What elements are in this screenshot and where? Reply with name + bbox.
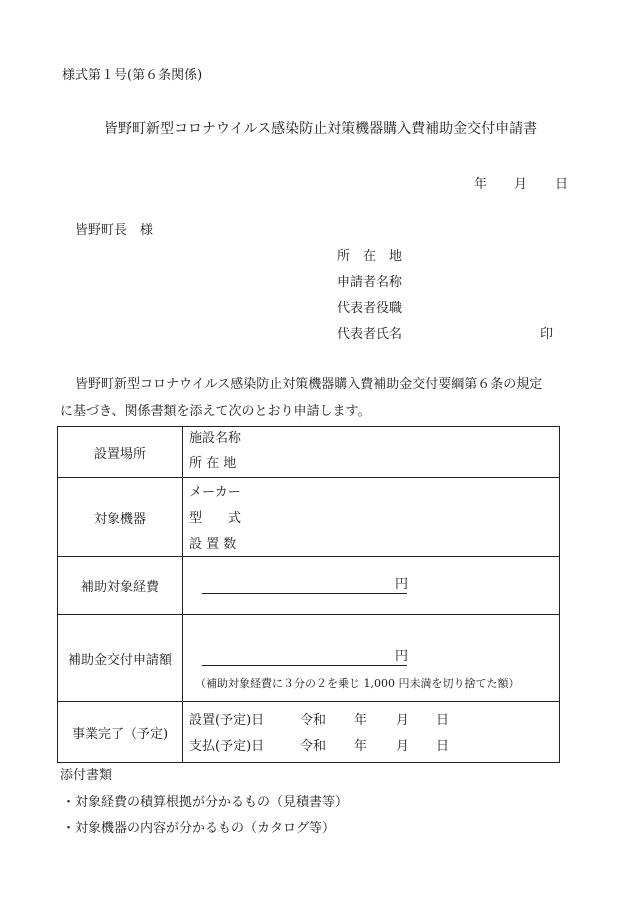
cost-amount-line	[202, 593, 407, 594]
install-year: 年	[354, 713, 368, 728]
maker-label: メーカー	[189, 485, 241, 500]
cost-cell	[183, 557, 560, 615]
location-label: 設置場所	[58, 427, 183, 478]
facility-name-label: 施設名称	[189, 431, 242, 446]
grant-yen: 円	[395, 649, 409, 664]
date-day-label: 日	[555, 177, 569, 192]
address-label: 所 在 地	[337, 249, 403, 264]
body-text-line2: に基づき、関係書類を添えて次のとおり申請します。	[60, 404, 371, 419]
grant-cell	[183, 615, 560, 702]
install-date-label: 設置(予定)日	[189, 713, 265, 728]
payment-day: 日	[436, 739, 450, 754]
cost-label: 補助対象経費	[58, 557, 183, 615]
facility-address-label: 所 在 地	[189, 456, 237, 471]
payment-month: 月	[396, 739, 410, 754]
install-day: 日	[436, 713, 450, 728]
form-number: 様式第１号(第６条関係)	[62, 68, 203, 83]
date-month-label: 月	[514, 177, 528, 192]
grant-label: 補助金交付申請額	[58, 615, 183, 702]
model-label: 型 式	[189, 511, 242, 526]
equipment-label: 対象機器	[58, 478, 183, 557]
cost-yen: 円	[395, 577, 409, 592]
rep-name-label: 代表者氏名	[337, 327, 403, 342]
equipment-cell	[183, 478, 560, 557]
date-year-label: 年	[474, 177, 488, 192]
payment-date-label: 支払(予定)日	[189, 739, 265, 754]
install-era: 令和	[300, 713, 327, 728]
attachment-item: ・対象経費の積算根拠が分かるもの（見積書等）	[62, 795, 349, 810]
payment-year: 年	[354, 739, 368, 754]
body-text-line1: 皆野町新型コロナウイルス感染防止対策機器購入費補助金交付要綱第６条の規定	[75, 377, 543, 392]
install-month: 月	[396, 713, 410, 728]
attachment-item: ・対象機器の内容が分かるもの（カタログ等）	[62, 821, 336, 836]
document-title: 皆野町新型コロナウイルス感染防止対策機器購入費補助金交付申請書	[104, 121, 538, 137]
attachments-heading: 添付書類	[60, 768, 113, 783]
grant-note: （補助対象経費に３分の２を乗じ 1,000 円未満を切り捨てた額）	[195, 677, 520, 690]
payment-era: 令和	[300, 739, 327, 754]
completion-label: 事業完了（予定)	[58, 702, 183, 763]
location-cell	[183, 427, 560, 478]
applicant-name-label: 申請者名称	[337, 275, 403, 290]
application-table	[57, 426, 560, 763]
grant-amount-line	[202, 665, 407, 666]
rep-title-label: 代表者役職	[337, 301, 403, 316]
addressee: 皆野町長 様	[75, 223, 154, 238]
seal-mark: 印	[540, 327, 554, 342]
completion-cell	[183, 702, 560, 763]
install-count-label: 設 置 数	[189, 537, 237, 552]
